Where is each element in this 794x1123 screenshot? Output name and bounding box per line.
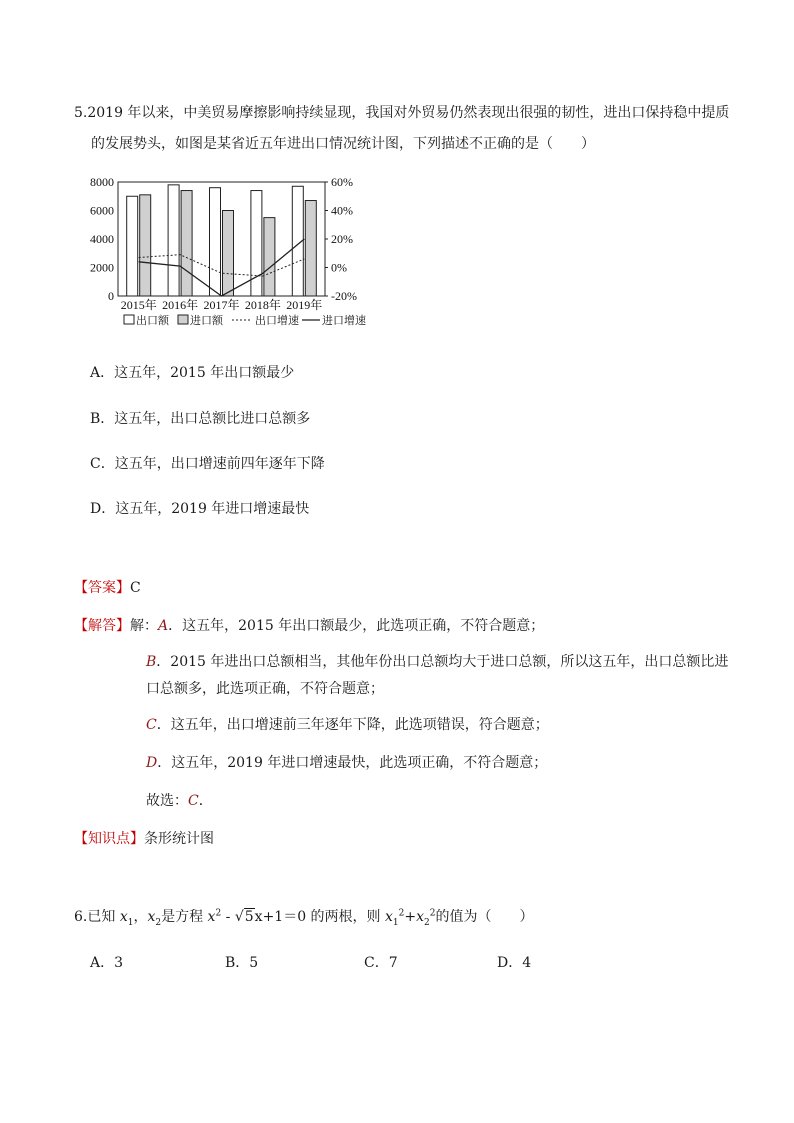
analysis-letter-c: C [146, 717, 157, 733]
q6-sub2: 2 [155, 917, 162, 928]
knowledge-value: 条形统计图 [144, 831, 214, 847]
knowledge-line [74, 828, 214, 848]
analysis-line-c [146, 714, 549, 734]
export-bar [251, 191, 262, 296]
q6-sub1b: 1 [392, 917, 399, 928]
q6-x1b: x [385, 909, 393, 925]
q5-option-d: D．这五年，2019 年进口增速最快 [90, 501, 310, 517]
x-tick-label: 2017年 [203, 298, 240, 312]
analysis-text-c: ．这五年，出口增速前三年逐年下降，此选项错误，符合题意； [156, 717, 549, 733]
legend-export-swatch [124, 315, 134, 324]
q5-line1: 5.2019 年以来，中美贸易摩擦影响持续显现，我国对外贸易仍然表现出很强的韧性，进出口保持稳中提质 [74, 105, 730, 121]
q6-plus: + [404, 909, 417, 925]
right-tick-label: 40% [331, 203, 353, 218]
conclusion-suffix: ． [198, 793, 213, 809]
legend-import-label: 进口额 [190, 314, 223, 327]
knowledge-label: 【知识点】 [74, 831, 144, 847]
left-tick-label: 8000 [90, 175, 114, 189]
q6-minus: - [221, 909, 235, 925]
export-growth-line [139, 255, 305, 276]
conclusion-line [146, 790, 213, 810]
legend-export-growth-label: 出口增速 [255, 314, 299, 327]
q6-option-a: A．3 [90, 955, 124, 971]
import-bar [223, 211, 234, 297]
right-tick-label: -20% [331, 289, 357, 303]
sqrt-icon: √ [234, 909, 244, 925]
analysis-letter-d: D [146, 755, 158, 771]
q6-x-sq: x [207, 909, 216, 925]
q6-prefix: 6.已知 [74, 909, 120, 925]
import-bar [181, 191, 192, 296]
q6-option-b: B．5 [225, 955, 259, 971]
q6-sup: 2 [215, 908, 222, 919]
left-tick-label: 2000 [90, 260, 114, 275]
import-growth-line [139, 239, 305, 296]
right-tick-label: 0% [331, 260, 347, 275]
analysis-letter-a: A [158, 618, 169, 634]
x-tick-label: 2015年 [120, 298, 157, 312]
answer-label: 【答案】 [74, 580, 130, 596]
q6-sub2b: 2 [424, 917, 430, 928]
import-export-chart [80, 172, 380, 332]
legend-import-swatch [178, 315, 188, 324]
answer-line [74, 577, 141, 597]
answer-value: C [130, 580, 141, 596]
q6-stem [74, 906, 534, 928]
q6-comma: ， [133, 909, 148, 925]
import-bar [305, 201, 316, 296]
x-tick-label: 2016年 [162, 298, 199, 312]
q6-tail1: x+1＝0 的两根，则 [254, 909, 386, 925]
analysis-prefix: 解： [130, 618, 158, 634]
conclusion-letter: C [188, 793, 199, 809]
q6-sup1b: 2 [398, 908, 405, 919]
q6-x2b: x [416, 909, 425, 925]
analysis-label: 【解答】 [74, 618, 130, 634]
q6-option-d: D．4 [497, 955, 532, 971]
left-tick-label: 4000 [90, 232, 114, 246]
legend-export-label: 出口额 [136, 314, 169, 327]
q6-mid: 是方程 [161, 909, 208, 925]
left-tick-label: 6000 [90, 203, 114, 218]
right-tick-label: 60% [331, 175, 353, 189]
legend-import-growth-label: 进口增速 [322, 314, 366, 327]
export-bar [127, 196, 138, 296]
analysis-text-b: ．2015 年进出口总额相当，其他年份出口总额均大于进口总额，所以这五年，出口总额比进 [156, 654, 729, 670]
analysis-line-b [146, 651, 728, 671]
analysis-text-a: ．这五年，2015 年出口额最少，此选项正确，不符合题意； [168, 618, 545, 634]
x-tick-label: 2019年 [286, 298, 323, 312]
import-bar [140, 195, 151, 296]
analysis-line-a [74, 615, 544, 635]
q6-x1: x [119, 909, 128, 925]
analysis-line-d [146, 752, 547, 772]
conclusion-prefix: 故选： [146, 793, 188, 809]
analysis-text-d: ．这五年，2019 年进口增速最快，此选项正确，不符合题意； [157, 755, 548, 771]
q6-option-c: C．7 [364, 955, 398, 971]
import-bar [264, 218, 275, 296]
right-tick-label: 20% [331, 232, 353, 246]
q6-sup2b: 2 [429, 908, 436, 919]
q5-option-a: A．这五年，2015 年出口额最少 [90, 365, 295, 381]
export-bar [168, 185, 179, 296]
export-bar [210, 188, 221, 296]
x-tick-label: 2018年 [244, 298, 281, 312]
q5-line2: 的发展势头，如图是某省近五年进出口情况统计图，下列描述不正确的是（ ） [91, 136, 595, 152]
q6-sub1: 1 [127, 917, 134, 928]
analysis-letter-b: B [146, 654, 157, 670]
analysis-line-b2: 口总额多，此选项正确，不符合题意； [146, 681, 384, 697]
q6-tail2: 的值为（ ） [435, 909, 534, 925]
left-tick-label: 0 [108, 289, 114, 303]
q6-radicand: 5 [244, 909, 254, 925]
q5-option-c: C．这五年，出口增速前四年逐年下降 [90, 456, 325, 472]
q6-x2: x [147, 909, 156, 925]
q5-option-b: B．这五年，出口总额比进口总额多 [90, 411, 311, 427]
